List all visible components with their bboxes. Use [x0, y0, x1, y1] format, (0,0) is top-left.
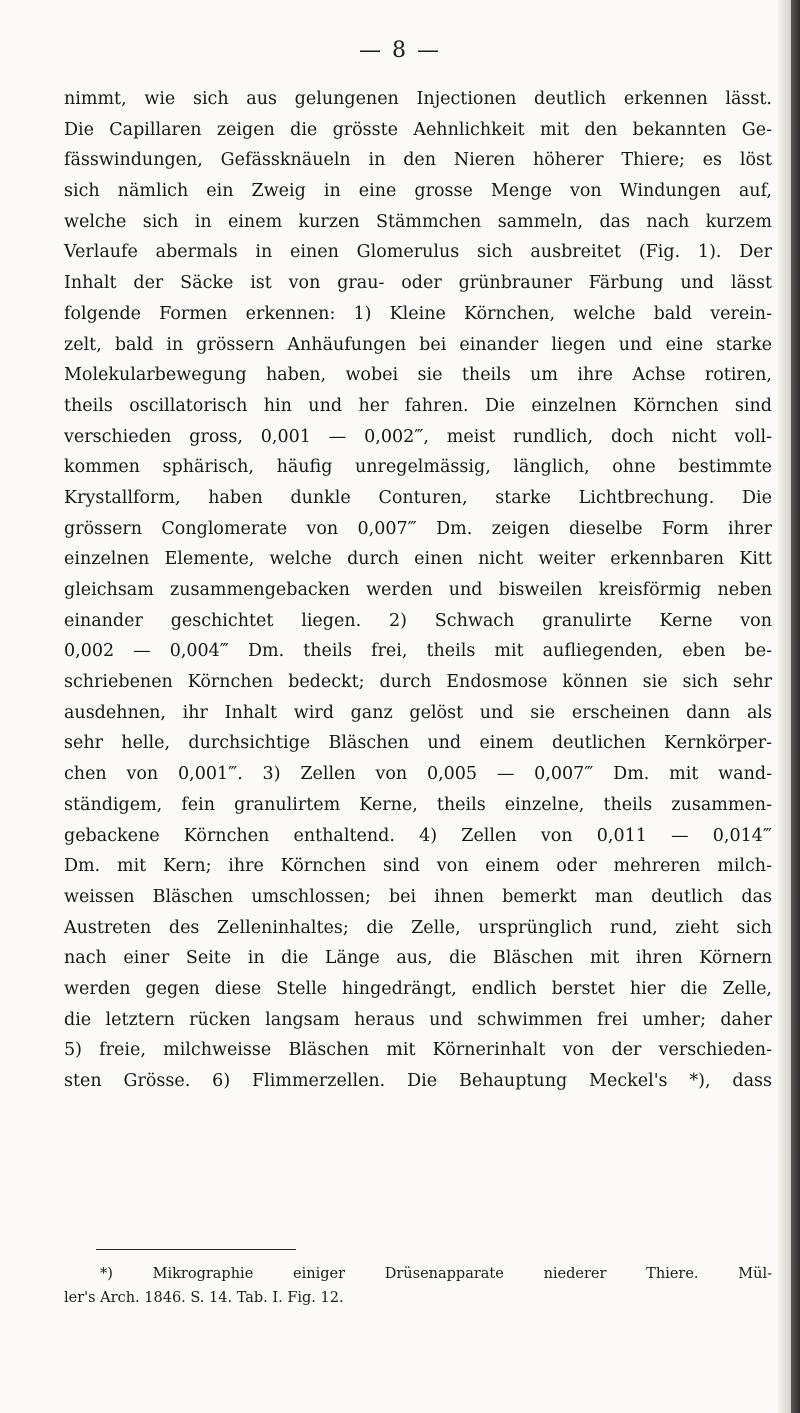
- text-line: sehr helle, durchsichtige Bläschen und einem deutlichen Kernkörper-: [64, 733, 772, 754]
- text-line: welche sich in einem kurzen Stämmchen sammeln, das nach kurzem: [64, 211, 772, 232]
- text-line: werden gegen diese Stelle hingedrängt, endlich berstet hier die Zelle,: [64, 978, 772, 999]
- text-line: Krystallform, haben dunkle Conturen, starke Lichtbrechung. Die: [64, 487, 772, 508]
- text-line: gebackene Körnchen enthaltend. 4) Zellen von 0,011 — 0,014‴: [64, 825, 772, 846]
- footnote-line: *) Mikrographie einiger Drüsenapparate niederer Thiere. Mül-: [100, 1266, 772, 1282]
- text-line: grössern Conglomerate von 0,007‴ Dm. zeigen dieselbe Form ihrer: [64, 518, 772, 539]
- text-line: gleichsam zusammengebacken werden und bisweilen kreisförmig neben: [64, 580, 772, 600]
- text-line: nach einer Seite in die Länge aus, die Bläschen mit ihren Körnern: [64, 948, 772, 969]
- text-line: einzelnen Elemente, welche durch einen nicht weiter erkennbaren Kitt: [64, 549, 772, 570]
- text-line: kommen sphärisch, häufig unregelmässig, länglich, ohne bestimmte: [64, 457, 772, 478]
- text-line: fässwindungen, Gefässknäueln in den Nieren höherer Thiere; es löst: [64, 150, 772, 171]
- footnote-separator: [96, 1249, 296, 1250]
- text-line: die letztern rücken langsam heraus und schwimmen frei umher; daher: [64, 1009, 772, 1030]
- text-line: Austreten des Zelleninhaltes; die Zelle, ursprünglich rund, zieht sich: [64, 917, 772, 938]
- text-line: verschieden gross, 0,001 — 0,002‴, meist rundlich, doch nicht voll-: [64, 426, 772, 447]
- text-line: nimmt, wie sich aus gelungenen Injectionen deutlich erkennen lässt.: [64, 89, 772, 109]
- text-line: Dm. mit Kern; ihre Körnchen sind von einem oder mehreren milch-: [64, 856, 772, 877]
- text-line: theils oscillatorisch hin und her fahren. Die einzelnen Körnchen sind: [64, 395, 772, 416]
- text-line: weissen Bläschen umschlossen; bei ihnen bemerkt man deutlich das: [64, 886, 772, 907]
- text-line: zelt, bald in grössern Anhäufungen bei einander liegen und eine starke: [64, 334, 772, 355]
- page-edge-binding: [791, 0, 800, 1413]
- text-line: schriebenen Körnchen bedeckt; durch Endosmose können sie sich sehr: [64, 672, 772, 693]
- text-line: folgende Formen erkennen: 1) Kleine Körnchen, welche bald verein-: [64, 303, 772, 324]
- text-line: einander geschichtet liegen. 2) Schwach granulirte Kerne von: [64, 610, 772, 631]
- text-line: 5) freie, milchweisse Bläschen mit Körnerinhalt von der verschieden-: [64, 1040, 772, 1061]
- text-line: Verlaufe abermals in einen Glomerulus sich ausbreitet (Fig. 1). Der: [64, 242, 772, 263]
- body-paragraph: [64, 84, 772, 1097]
- text-line: sich nämlich ein Zweig in eine grosse Menge von Windungen auf,: [64, 181, 772, 202]
- footnote-line: ler's Arch. 1846. S. 14. Tab. I. Fig. 12.: [64, 1290, 344, 1306]
- text-line: ständigem, fein granulirtem Kerne, theils einzelne, theils zusammen-: [64, 794, 772, 815]
- text-line: Molekularbewegung haben, wobei sie theils um ihre Achse rotiren,: [64, 365, 772, 386]
- page-number: — 8 —: [359, 38, 441, 63]
- text-line: 0,002 — 0,004‴ Dm. theils frei, theils mit aufliegenden, eben be-: [64, 641, 772, 662]
- text-line: Die Capillaren zeigen die grösste Aehnlichkeit mit den bekannten Ge-: [64, 119, 772, 140]
- text-line: ausdehnen, ihr Inhalt wird ganz gelöst und sie erscheinen dann als: [64, 702, 772, 723]
- text-line: sten Grösse. 6) Flimmerzellen. Die Behauptung Meckel's *), dass: [64, 1071, 772, 1091]
- text-line: Inhalt der Säcke ist von grau- oder grünbrauner Färbung und lässt: [64, 273, 772, 294]
- text-line: chen von 0,001‴. 3) Zellen von 0,005 — 0,007‴ Dm. mit wand-: [64, 764, 772, 785]
- footnote: [64, 1262, 772, 1310]
